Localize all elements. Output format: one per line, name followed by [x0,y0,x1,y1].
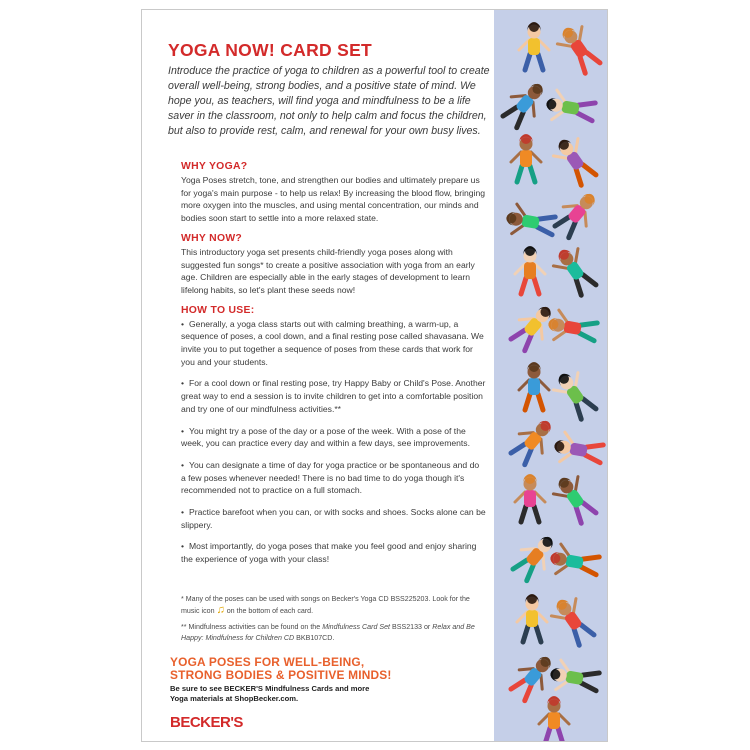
warrior-figure [546,309,598,347]
bullet-dot: • [181,425,185,436]
beckers-logo: BECKER'S [170,714,243,731]
text-column [142,10,494,741]
bullet-dot: • [181,459,185,470]
why-yoga-section [181,161,486,225]
how-to-use-heading: HOW TO USE: [181,304,255,316]
why-now-heading: WHY NOW? [181,232,243,244]
yoga-figures-illustration [494,10,608,742]
seated-twist-figure [539,696,569,742]
how-to-use-section [181,305,486,566]
list-item: • Practice barefoot when you can, or with socks and shoes. Socks alone can be slippery. [181,507,486,530]
butterfly-figure [511,134,541,182]
list-item: • Most importantly, do yoga poses that make you feel good and enjoy sharing the experience of yoga with your class! [181,541,477,565]
bullet-dot: • [181,318,185,329]
namaste-figure [548,659,600,697]
footnote-mindfulness: ** Mindfulness activities can be found on the Mindfulness Card Set BSS2133 or Relax and Be Happy: Mindfulness for Children CD BKB107CD. [181,623,475,642]
tree-stretch-figure [550,185,604,241]
list-item: • For a cool down or final resting pose, try Happy Baby or Child's Pose. Another great way to end a session is to invite children to get into a comfortable position and try one of our mindfulness activities.** [181,378,486,414]
music-note-icon: ♫ [216,604,225,616]
kid-pose-figure [519,22,549,70]
yoga-figures-panel [494,10,608,741]
list-item: • You might try a pose of the day or a pose of the week. With a pose of the week, you can practice every day and within a few days, see improvements. [181,425,470,449]
yoga-card [141,9,608,742]
bullet-dot: • [181,378,185,389]
why-now-body: This introductory yoga set presents child-friendly yoga poses along with suggested fun songs* to create a positive association with yoga from an early age. Children are especially able in the early stages of development to learn lifelong habits, so let's plant these seeds now! [181,246,475,295]
camel-figure [515,474,545,522]
intro-paragraph: Introduce the practice of yoga to children as a powerful tool to create overall well-being, strong bodies, and a positive state of mind. We hope you, as teachers, will find yoga and mindfulness to be a life saver in the classroom, not only to help calm and focus the children, but also to provide rest, calm, and renewal for your own busy lives. [168,65,490,137]
downward-dog-figure [498,75,552,131]
squat-figure [552,431,604,469]
seated-stretch-figure [504,203,556,241]
boat-pose-figure [519,362,549,410]
warrior-two-figure [548,543,600,581]
tagline: YOGA POSES FOR WELL-BEING, STRONG BODIES & POSITIVE MINDS! [170,655,392,682]
bullet-dot: • [181,507,185,518]
why-yoga-body: Yoga Poses stretch, tone, and strengthen our bodies and ultimately prepare us for yoga's main purpose - to help us relax! By increasing the blood flow, bringing more oxygen into the muscles, and using mental concentration, our minds and bodies soon start to settle into a more relaxed state. [181,175,486,224]
bullet-dot: • [181,541,185,552]
footnote-music: * Many of the poses can be used with songs on Becker's Yoga CD BSS225203. Look for the music icon ♫ on the bottom of each card. [181,595,470,616]
crouch-figure [549,470,601,527]
list-item: • You can designate a time of day for yoga practice or be spontaneous and do a few poses whenever needed! There is no bad time to do yoga though it's recommended not to practice on a full stomach. [181,459,480,496]
card-title: YOGA NOW! CARD SET [168,40,373,60]
dancer-figure [547,592,599,649]
promo-text: Be sure to see BECKER'S Mindfulness Cards and more Yoga materials at ShopBecker.com. [170,684,370,703]
why-now-section [181,233,486,297]
plank-figure [517,594,547,642]
why-yoga-heading: WHY YOGA? [181,161,248,172]
arch-pose-figure [549,242,601,299]
list-item: • Generally, a yoga class starts out with calming breathing, a warm-up, a sequence of poses, a cool down, and a final resting pose called shavasana. We invite you to put together a sequence of poses from these cards that work for you and your students. [181,318,484,367]
child-pose-figure [553,20,605,77]
lunge-figure [544,89,596,127]
bow-pose-figure [515,246,545,294]
standing-balance-figure [549,366,601,423]
table-pose-figure [549,132,601,189]
footnotes [181,594,486,649]
cobra-figure [506,412,560,468]
sections [181,161,486,575]
